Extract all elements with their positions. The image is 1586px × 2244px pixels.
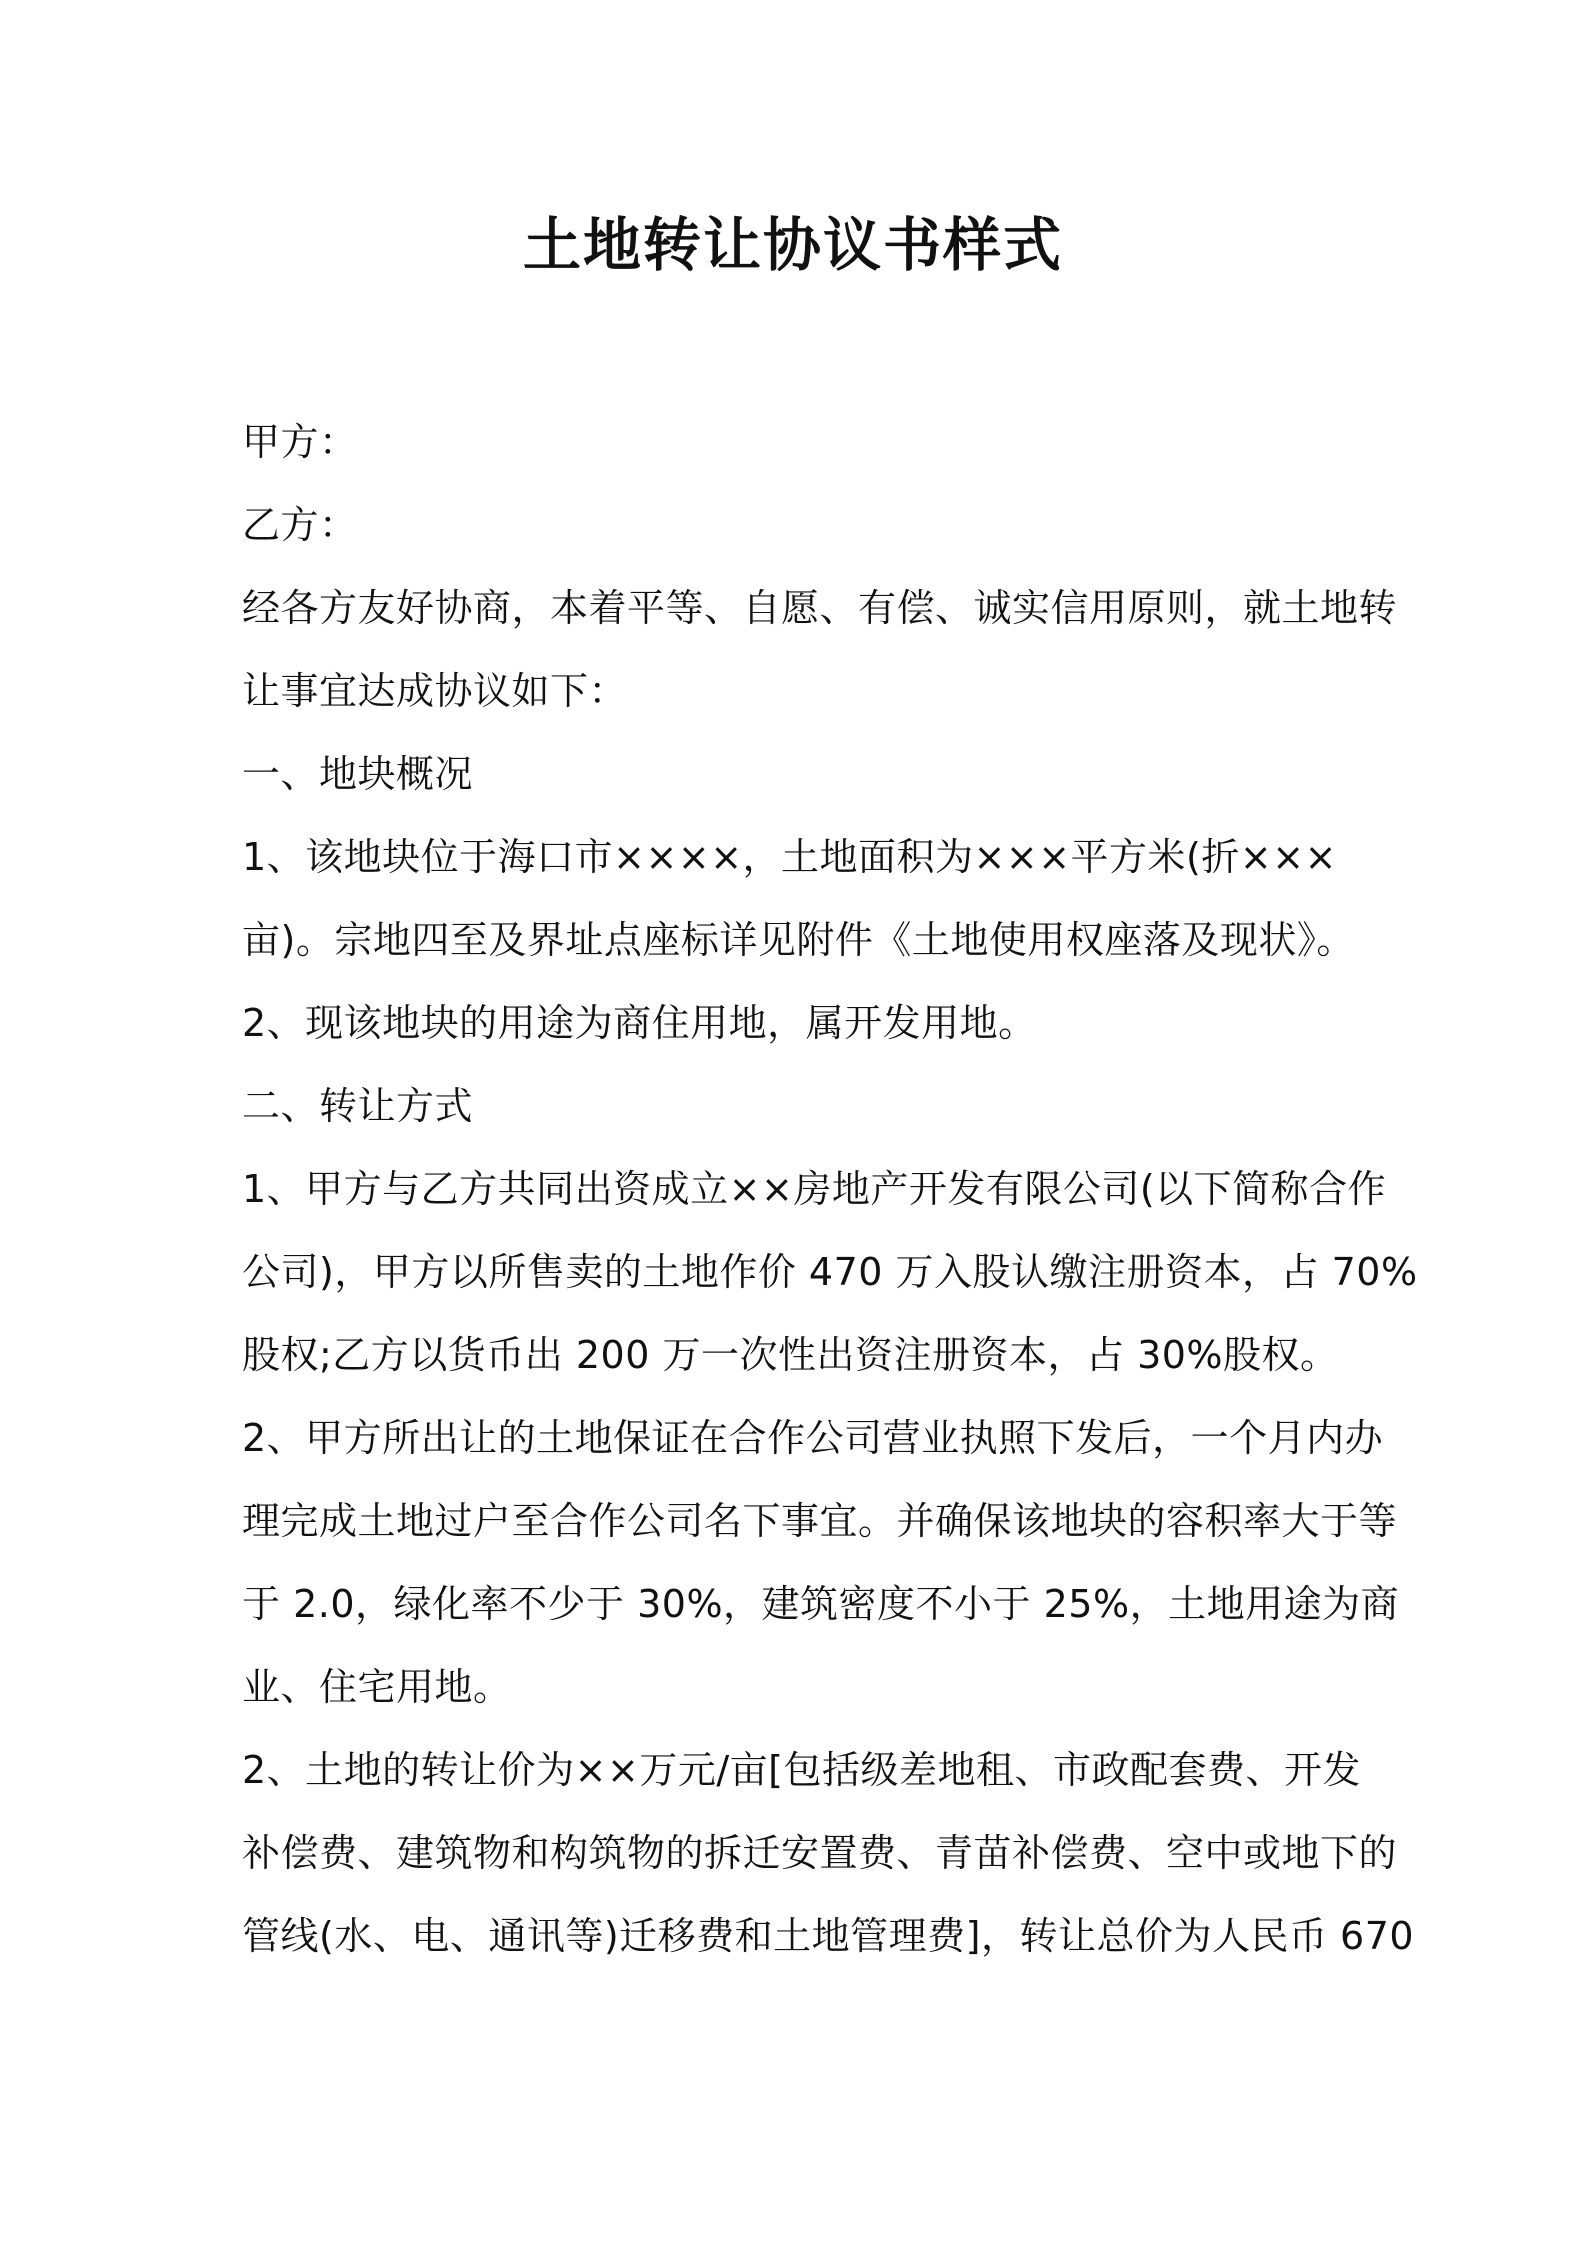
document-title: 土地转让协议书样式 [522,211,1063,279]
clause-2-2-line-4: 业、住宅用地。 [242,1665,512,1709]
clause-2-2-line-2: 理完成土地过户至合作公司名下事宜。并确保该地块的容积率大于等 [242,1499,1398,1543]
section-heading-transfer-method: 二、转让方式 [242,1084,474,1128]
clause-2-3-line-1: 2、土地的转让价为××万元/亩[包括级差地租、市政配套费、开发 [242,1748,1361,1792]
clause-2-1-line-3: 股权;乙方以货币出 200 万一次性出资注册资本，占 30%股权。 [242,1333,1339,1377]
clause-1-2-line-1: 2、现该地块的用途为商住用地，属开发用地。 [242,1001,1037,1045]
clause-1-1-line-1: 1、该地块位于海口市××××，土地面积为×××平方米(折××× [242,835,1337,879]
clause-2-1-line-1: 1、甲方与乙方共同出资成立××房地产开发有限公司(以下简称合作 [242,1167,1387,1211]
clause-2-2-line-3: 于 2.0，绿化率不少于 30%，建筑密度不小于 25%，土地用途为商 [242,1582,1400,1626]
document-body [242,401,1418,1978]
clause-1-1-line-2: 亩)。宗地四至及界址点座标详见附件《土地使用权座落及现状》。 [242,918,1355,962]
party-a-line: 甲方： [242,420,358,464]
clause-2-2-line-1: 2、甲方所出让的土地保证在合作公司营业执照下发后，一个月内办 [242,1416,1384,1460]
party-b-line: 乙方： [242,503,358,547]
section-heading-land-overview: 一、地块概况 [242,752,474,796]
clause-2-3-line-2: 补偿费、建筑物和构筑物的拆迁安置费、青苗补偿费、空中或地下的 [242,1831,1398,1875]
clause-2-3-line-3: 管线(水、电、通讯等)迁移费和土地管理费]，转让总价为人民币 670 [242,1914,1415,1958]
preamble-line-2: 让事宜达成协议如下： [242,669,628,713]
clause-2-1-line-2: 公司)，甲方以所售卖的土地作价 470 万入股认缴注册资本，占 70% [242,1250,1418,1294]
preamble-line-1: 经各方友好协商，本着平等、自愿、有偿、诚实信用原则，就土地转 [242,586,1398,630]
